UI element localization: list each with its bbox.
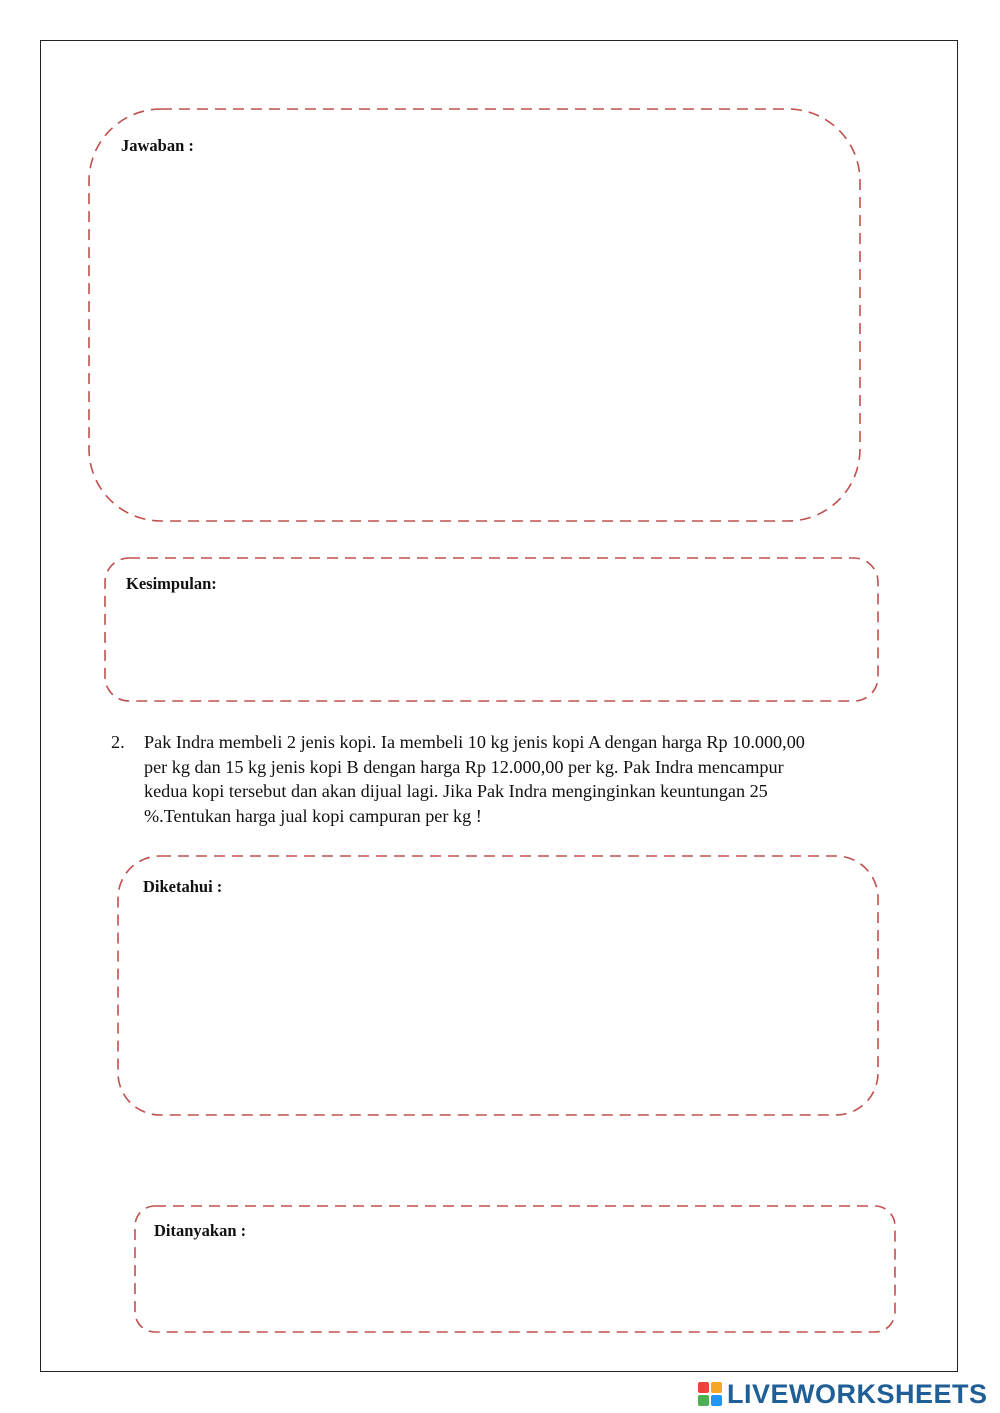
liveworksheets-logo-icon [698, 1382, 722, 1406]
question-number: 2. [111, 732, 125, 752]
diketahui-answer-field[interactable] [143, 905, 847, 1099]
ditanyakan-answer-field[interactable] [154, 1247, 873, 1326]
kesimpulan-box [104, 557, 879, 702]
ditanyakan-label: Ditanyakan : [154, 1221, 247, 1240]
kesimpulan-answer-field[interactable] [126, 599, 855, 693]
question-line: %.Tentukan harga jual kopi campuran per kg ! [144, 805, 482, 826]
question-line: Pak Indra membeli 2 jenis kopi. Ia membeli 10 kg jenis kopi A dengan harga Rp 10.000,00 [144, 732, 805, 752]
watermark-text: LIVEWORKSHEETS [727, 1378, 988, 1409]
jawaban-answer-field[interactable] [121, 164, 825, 498]
diketahui-box [117, 855, 879, 1116]
ditanyakan-box [134, 1205, 896, 1333]
jawaban-box [88, 108, 861, 522]
kesimpulan-label: Kesimpulan: [126, 574, 217, 593]
question-line: per kg dan 15 kg jenis kopi B dengan harga Rp 12.000,00 per kg. Pak Indra mencampur [144, 756, 784, 777]
diketahui-label: Diketahui : [143, 877, 223, 896]
question-text [144, 730, 889, 828]
question-line: kedua kopi tersebut dan akan dijual lagi. Jika Pak Indra menginginkan keuntungan 25 [144, 781, 768, 801]
jawaban-label: Jawaban : [121, 136, 194, 155]
liveworksheets-watermark [698, 1378, 988, 1410]
